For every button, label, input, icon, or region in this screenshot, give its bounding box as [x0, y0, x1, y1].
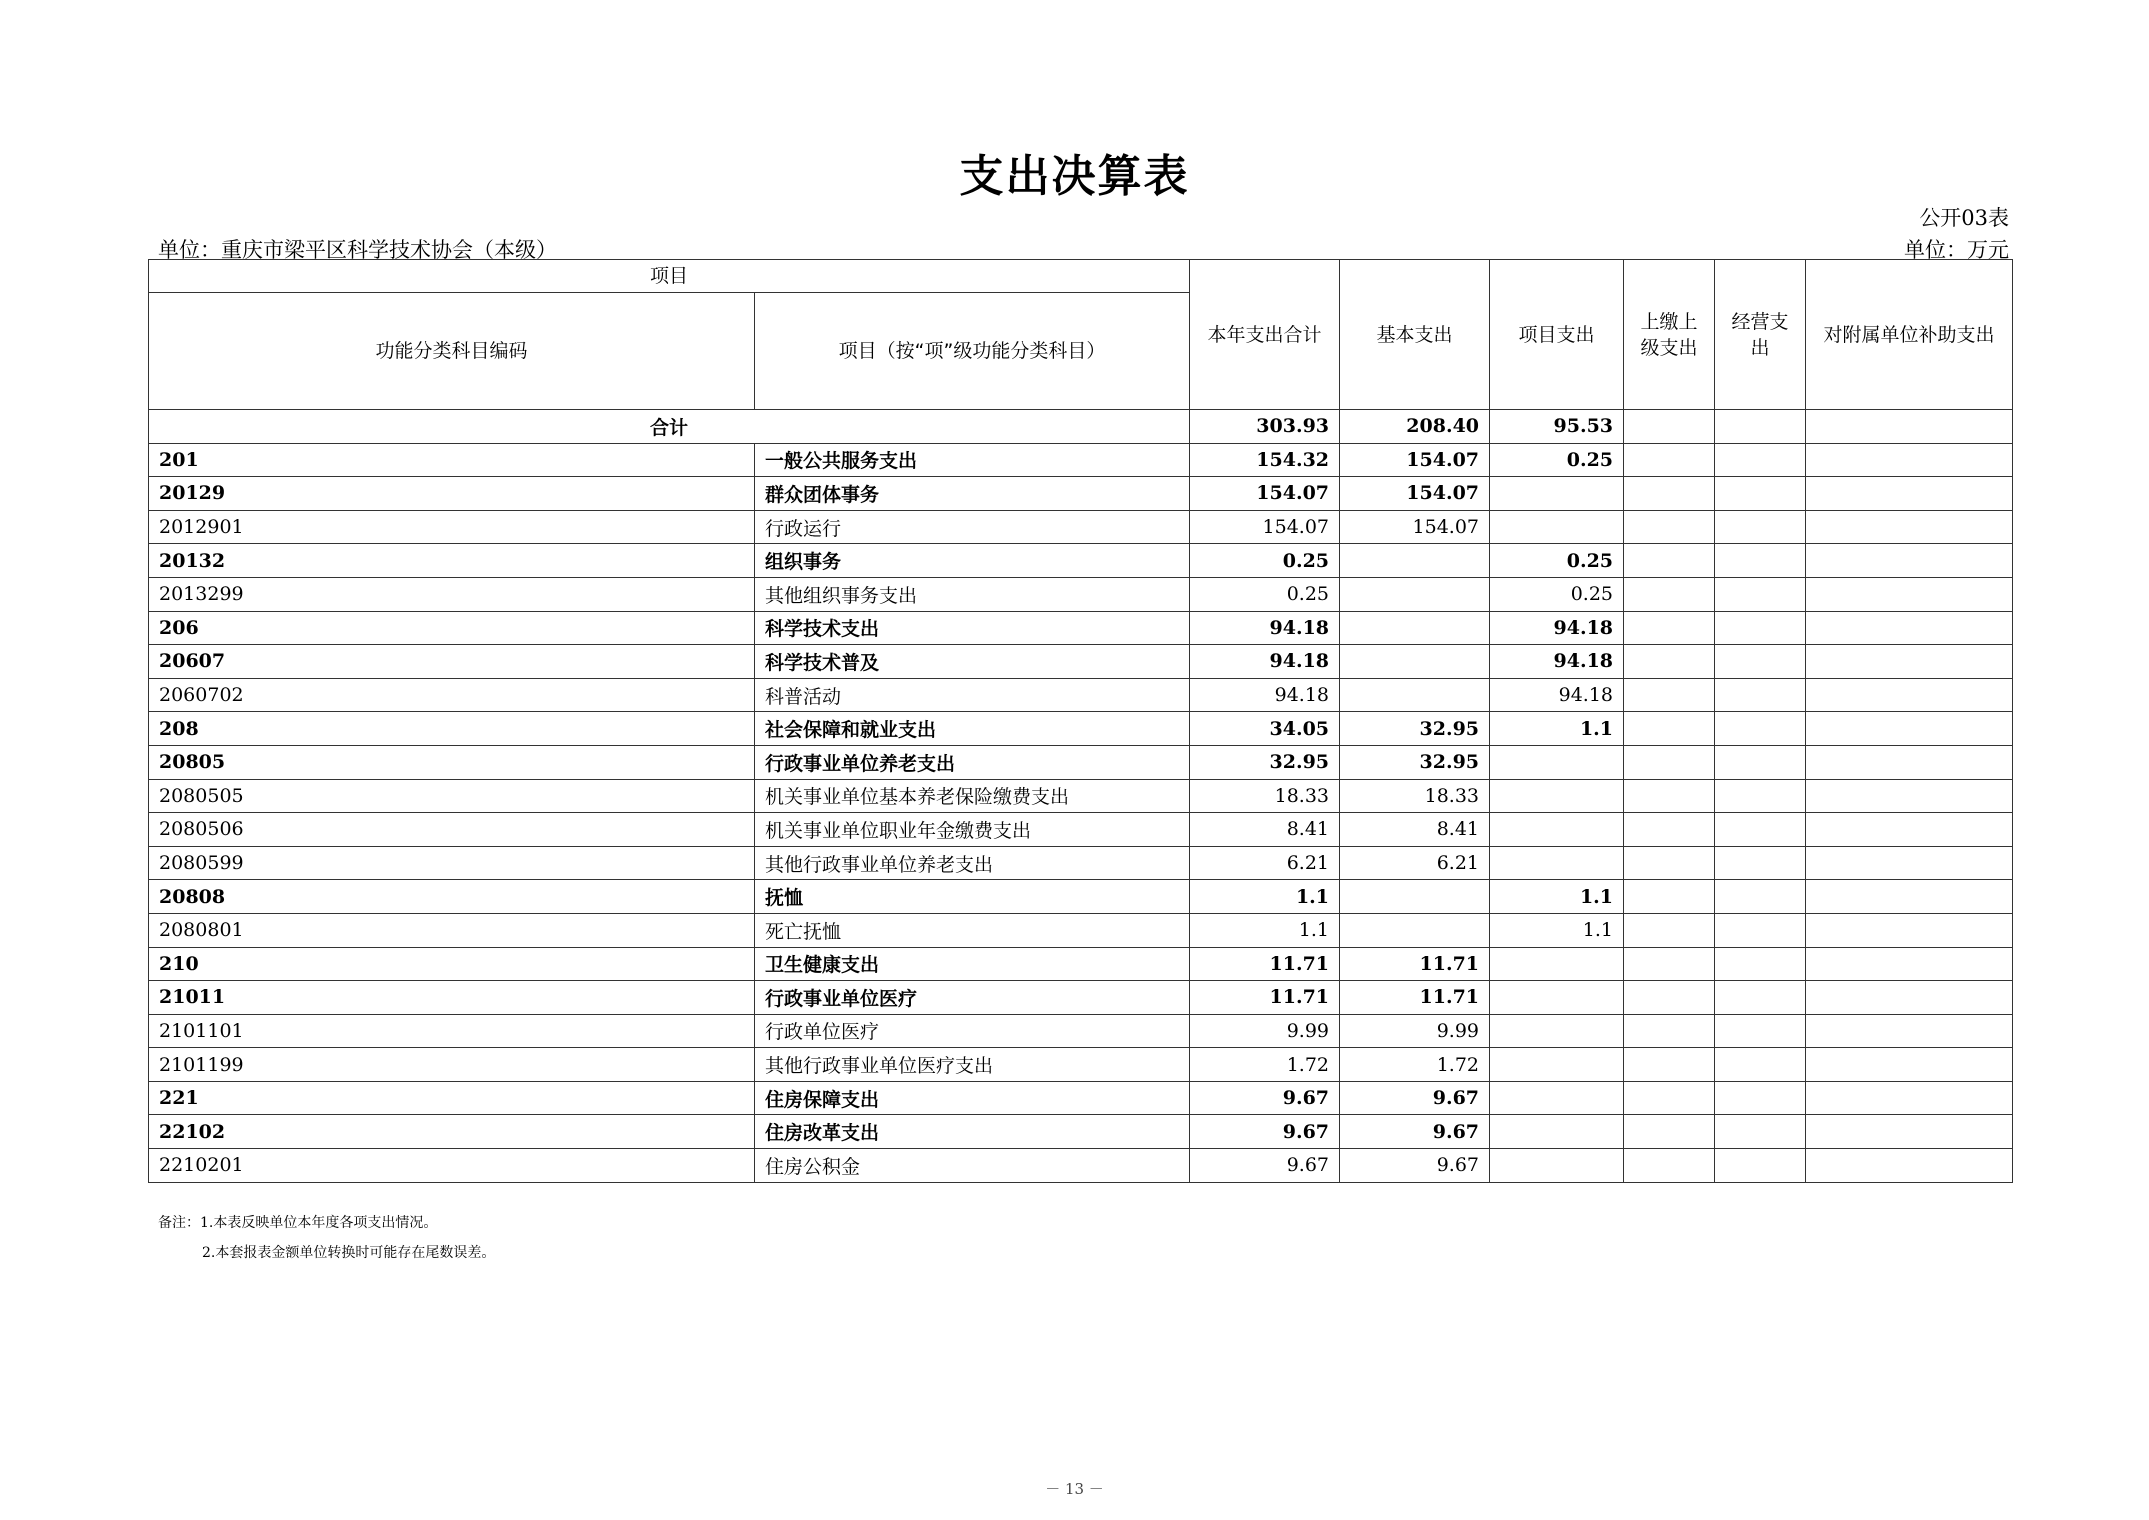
row-basic	[1340, 913, 1490, 947]
row-business	[1715, 443, 1806, 477]
row-project: 1.1	[1490, 880, 1624, 914]
row-code: 2080506	[149, 813, 755, 847]
notes	[158, 1208, 495, 1268]
row-business	[1715, 846, 1806, 880]
table-row	[149, 712, 2013, 746]
row-project	[1490, 745, 1624, 779]
table-row	[149, 1149, 2013, 1183]
row-project: 1.1	[1490, 712, 1624, 746]
row-total: 1.1	[1190, 880, 1340, 914]
table-row	[149, 1115, 2013, 1149]
row-total: 9.67	[1190, 1115, 1340, 1149]
row-code: 22102	[149, 1115, 755, 1149]
row-upper	[1624, 611, 1715, 645]
total-project: 95.53	[1490, 410, 1624, 444]
row-total: 9.99	[1190, 1014, 1340, 1048]
row-basic	[1340, 544, 1490, 578]
row-total: 94.18	[1190, 678, 1340, 712]
row-subsidiary	[1806, 712, 2013, 746]
row-project	[1490, 779, 1624, 813]
row-business	[1715, 645, 1806, 679]
row-total: 8.41	[1190, 813, 1340, 847]
row-project: 0.25	[1490, 577, 1624, 611]
table-row	[149, 1014, 2013, 1048]
row-project	[1490, 846, 1624, 880]
row-code: 2210201	[149, 1149, 755, 1183]
row-name: 住房改革支出	[755, 1115, 1190, 1149]
row-project	[1490, 510, 1624, 544]
row-upper	[1624, 880, 1715, 914]
row-code: 206	[149, 611, 755, 645]
row-basic: 9.67	[1340, 1081, 1490, 1115]
row-business	[1715, 880, 1806, 914]
row-total: 11.71	[1190, 981, 1340, 1015]
row-basic: 11.71	[1340, 947, 1490, 981]
row-name: 死亡抚恤	[755, 913, 1190, 947]
row-business	[1715, 544, 1806, 578]
row-subsidiary	[1806, 678, 2013, 712]
row-subsidiary	[1806, 1081, 2013, 1115]
row-upper	[1624, 813, 1715, 847]
row-business	[1715, 813, 1806, 847]
table-row	[149, 477, 2013, 511]
row-basic	[1340, 880, 1490, 914]
page-title: 支出决算表	[959, 151, 1190, 202]
table-row	[149, 745, 2013, 779]
row-name: 一般公共服务支出	[755, 443, 1190, 477]
row-code: 2013299	[149, 577, 755, 611]
row-basic: 32.95	[1340, 712, 1490, 746]
row-code: 2080599	[149, 846, 755, 880]
row-subsidiary	[1806, 981, 2013, 1015]
header-name: 项目（按“项”级功能分类科目）	[755, 293, 1190, 410]
row-name: 组织事务	[755, 544, 1190, 578]
row-project	[1490, 1115, 1624, 1149]
table-row	[149, 947, 2013, 981]
row-subsidiary	[1806, 544, 2013, 578]
row-upper	[1624, 1014, 1715, 1048]
row-upper	[1624, 577, 1715, 611]
header-basic: 基本支出	[1340, 260, 1490, 410]
row-name: 科学技术普及	[755, 645, 1190, 679]
table-row	[149, 544, 2013, 578]
row-total: 6.21	[1190, 846, 1340, 880]
row-business	[1715, 1048, 1806, 1082]
table-row	[149, 577, 2013, 611]
row-name: 行政单位医疗	[755, 1014, 1190, 1048]
row-name: 行政事业单位养老支出	[755, 745, 1190, 779]
row-subsidiary	[1806, 1048, 2013, 1082]
table-row	[149, 846, 2013, 880]
table-row	[149, 510, 2013, 544]
row-subsidiary	[1806, 477, 2013, 511]
row-name: 卫生健康支出	[755, 947, 1190, 981]
unit-label: 单位：重庆市梁平区科学技术协会（本级）	[158, 238, 557, 262]
row-subsidiary	[1806, 1115, 2013, 1149]
row-code: 2101101	[149, 1014, 755, 1048]
table-row	[149, 1081, 2013, 1115]
form-number: 公开03表	[1919, 206, 2009, 230]
row-total: 34.05	[1190, 712, 1340, 746]
row-code: 208	[149, 712, 755, 746]
header-business: 经营支出	[1715, 260, 1806, 410]
row-subsidiary	[1806, 745, 2013, 779]
row-code: 20129	[149, 477, 755, 511]
row-total: 94.18	[1190, 611, 1340, 645]
header-subsidiary: 对附属单位补助支出	[1806, 260, 2013, 410]
row-code: 210	[149, 947, 755, 981]
note-2: 2.本套报表金额单位转换时可能存在尾数误差。	[202, 1245, 496, 1261]
table-row	[149, 611, 2013, 645]
row-total: 11.71	[1190, 947, 1340, 981]
row-total: 9.67	[1190, 1081, 1340, 1115]
row-upper	[1624, 544, 1715, 578]
row-business	[1715, 1014, 1806, 1048]
row-business	[1715, 510, 1806, 544]
row-business	[1715, 913, 1806, 947]
header-project: 项目支出	[1490, 260, 1624, 410]
row-basic: 154.07	[1340, 477, 1490, 511]
row-basic: 18.33	[1340, 779, 1490, 813]
row-business	[1715, 779, 1806, 813]
row-code: 2080505	[149, 779, 755, 813]
row-code: 201	[149, 443, 755, 477]
total-subsidiary	[1806, 410, 2013, 444]
row-basic	[1340, 611, 1490, 645]
expenditure-table	[148, 259, 2013, 1183]
row-basic: 6.21	[1340, 846, 1490, 880]
row-project: 94.18	[1490, 611, 1624, 645]
table-row	[149, 913, 2013, 947]
row-basic: 9.67	[1340, 1149, 1490, 1183]
row-upper	[1624, 1048, 1715, 1082]
row-total: 0.25	[1190, 577, 1340, 611]
row-upper	[1624, 443, 1715, 477]
row-basic: 9.99	[1340, 1014, 1490, 1048]
row-subsidiary	[1806, 645, 2013, 679]
row-code: 20808	[149, 880, 755, 914]
row-subsidiary	[1806, 611, 2013, 645]
row-business	[1715, 477, 1806, 511]
total-total: 303.93	[1190, 410, 1340, 444]
row-subsidiary	[1806, 846, 2013, 880]
row-upper	[1624, 846, 1715, 880]
row-business	[1715, 1081, 1806, 1115]
total-upper	[1624, 410, 1715, 444]
row-project: 1.1	[1490, 913, 1624, 947]
table-row	[149, 880, 2013, 914]
row-upper	[1624, 645, 1715, 679]
row-name: 其他行政事业单位养老支出	[755, 846, 1190, 880]
currency-unit: 单位：万元	[1904, 238, 2009, 262]
row-name: 科普活动	[755, 678, 1190, 712]
row-business	[1715, 947, 1806, 981]
row-basic: 32.95	[1340, 745, 1490, 779]
row-basic	[1340, 645, 1490, 679]
row-name: 社会保障和就业支出	[755, 712, 1190, 746]
row-basic	[1340, 678, 1490, 712]
row-business	[1715, 745, 1806, 779]
row-code: 20607	[149, 645, 755, 679]
row-upper	[1624, 913, 1715, 947]
header-total: 本年支出合计	[1190, 260, 1340, 410]
row-project	[1490, 947, 1624, 981]
row-name: 其他行政事业单位医疗支出	[755, 1048, 1190, 1082]
header-code: 功能分类科目编码	[149, 293, 755, 410]
row-business	[1715, 577, 1806, 611]
row-name: 机关事业单位基本养老保险缴费支出	[755, 779, 1190, 813]
row-basic: 1.72	[1340, 1048, 1490, 1082]
row-subsidiary	[1806, 510, 2013, 544]
row-total: 154.07	[1190, 510, 1340, 544]
row-project: 94.18	[1490, 678, 1624, 712]
row-project	[1490, 477, 1624, 511]
row-code: 2012901	[149, 510, 755, 544]
row-code: 2060702	[149, 678, 755, 712]
row-code: 21011	[149, 981, 755, 1015]
row-code: 20805	[149, 745, 755, 779]
row-upper	[1624, 1115, 1715, 1149]
row-project	[1490, 813, 1624, 847]
row-upper	[1624, 510, 1715, 544]
row-basic	[1340, 577, 1490, 611]
row-project	[1490, 1014, 1624, 1048]
header-project-group: 项目	[149, 260, 1190, 293]
row-name: 住房公积金	[755, 1149, 1190, 1183]
table-row	[149, 1048, 2013, 1082]
row-name: 群众团体事务	[755, 477, 1190, 511]
row-upper	[1624, 779, 1715, 813]
row-project	[1490, 1081, 1624, 1115]
row-business	[1715, 1149, 1806, 1183]
table-row	[149, 779, 2013, 813]
row-name: 其他组织事务支出	[755, 577, 1190, 611]
row-basic: 9.67	[1340, 1115, 1490, 1149]
row-total: 0.25	[1190, 544, 1340, 578]
row-code: 2101199	[149, 1048, 755, 1082]
row-name: 抚恤	[755, 880, 1190, 914]
row-subsidiary	[1806, 443, 2013, 477]
row-code: 221	[149, 1081, 755, 1115]
row-basic: 154.07	[1340, 443, 1490, 477]
row-total: 154.07	[1190, 477, 1340, 511]
row-project	[1490, 1048, 1624, 1082]
row-subsidiary	[1806, 947, 2013, 981]
row-total: 154.32	[1190, 443, 1340, 477]
row-subsidiary	[1806, 813, 2013, 847]
row-total: 1.72	[1190, 1048, 1340, 1082]
row-total: 1.1	[1190, 913, 1340, 947]
table-row	[149, 981, 2013, 1015]
row-subsidiary	[1806, 577, 2013, 611]
row-project	[1490, 1149, 1624, 1183]
row-total: 18.33	[1190, 779, 1340, 813]
row-business	[1715, 981, 1806, 1015]
row-subsidiary	[1806, 913, 2013, 947]
row-business	[1715, 712, 1806, 746]
row-upper	[1624, 981, 1715, 1015]
total-basic: 208.40	[1340, 410, 1490, 444]
row-name: 机关事业单位职业年金缴费支出	[755, 813, 1190, 847]
row-upper	[1624, 477, 1715, 511]
row-name: 行政运行	[755, 510, 1190, 544]
row-name: 科学技术支出	[755, 611, 1190, 645]
row-upper	[1624, 712, 1715, 746]
row-code: 20132	[149, 544, 755, 578]
row-basic: 8.41	[1340, 813, 1490, 847]
row-subsidiary	[1806, 1149, 2013, 1183]
row-subsidiary	[1806, 779, 2013, 813]
page-number: － 13 －	[1045, 1480, 1104, 1498]
row-upper	[1624, 678, 1715, 712]
row-business	[1715, 611, 1806, 645]
row-total: 9.67	[1190, 1149, 1340, 1183]
note-1: 备注：1.本表反映单位本年度各项支出情况。	[158, 1215, 438, 1231]
table-row	[149, 443, 2013, 477]
row-project: 0.25	[1490, 443, 1624, 477]
row-business	[1715, 678, 1806, 712]
total-label: 合计	[149, 410, 1190, 444]
row-name: 住房保障支出	[755, 1081, 1190, 1115]
row-total: 32.95	[1190, 745, 1340, 779]
row-subsidiary	[1806, 880, 2013, 914]
row-upper	[1624, 947, 1715, 981]
row-upper	[1624, 745, 1715, 779]
header-upper: 上缴上级支出	[1624, 260, 1715, 410]
row-code: 2080801	[149, 913, 755, 947]
total-row	[149, 410, 2013, 444]
table-row	[149, 645, 2013, 679]
row-basic: 11.71	[1340, 981, 1490, 1015]
row-project: 94.18	[1490, 645, 1624, 679]
total-business	[1715, 410, 1806, 444]
row-name: 行政事业单位医疗	[755, 981, 1190, 1015]
table-row	[149, 678, 2013, 712]
row-total: 94.18	[1190, 645, 1340, 679]
row-upper	[1624, 1081, 1715, 1115]
row-project	[1490, 981, 1624, 1015]
row-project: 0.25	[1490, 544, 1624, 578]
row-basic: 154.07	[1340, 510, 1490, 544]
table-row	[149, 813, 2013, 847]
row-business	[1715, 1115, 1806, 1149]
row-upper	[1624, 1149, 1715, 1183]
row-subsidiary	[1806, 1014, 2013, 1048]
